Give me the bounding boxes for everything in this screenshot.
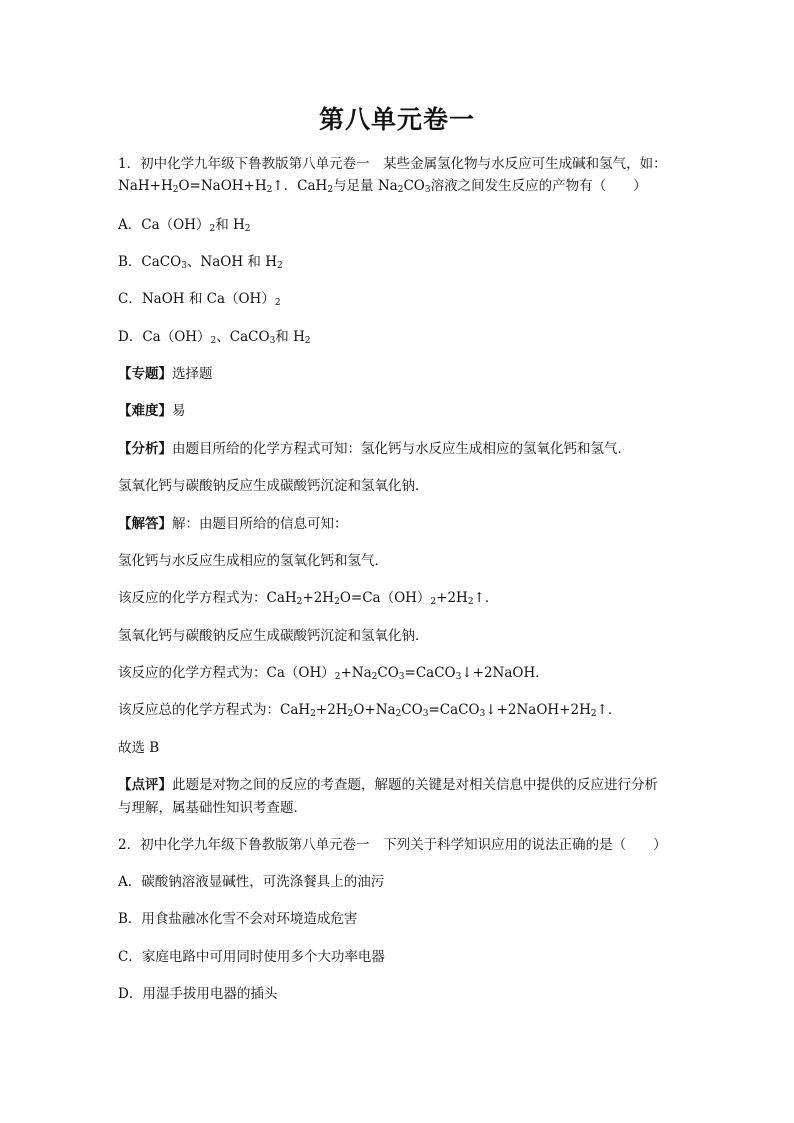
- q1-choice: 故选 B: [118, 740, 160, 756]
- answer-label: 【解答】: [118, 516, 172, 532]
- topic-value: 选择题: [172, 366, 213, 382]
- analysis-label: 【分析】: [118, 441, 172, 457]
- q1-stem-part: CO: [403, 178, 425, 194]
- subscript: 3: [424, 185, 431, 195]
- subscript: 2: [347, 709, 354, 719]
- subscript: 3: [269, 336, 276, 346]
- option-text: B．CaCO: [118, 254, 182, 270]
- q1-stem-line2: [118, 177, 688, 195]
- equation-part: ↓+2NaOH+2H: [485, 702, 591, 718]
- q1-difficulty: [118, 402, 688, 420]
- subscript: 2: [467, 597, 474, 607]
- q1-option-a: [118, 216, 688, 234]
- equation-part: =CaCO: [404, 665, 456, 681]
- q1-answer-line1: [118, 515, 688, 533]
- q1-answer-line2: 氢化钙与水反应生成相应的氢氧化钙和氢气．: [118, 553, 388, 569]
- q1-analysis-line2: 氢氧化钙与碳酸钠反应生成碳酸钙沉淀和氢氧化钠．: [118, 478, 429, 494]
- q1-option-b: [118, 253, 688, 271]
- topic-label: 【专题】: [118, 366, 172, 382]
- q2-option-d: D．用湿手拔用电器的插头: [118, 986, 278, 1002]
- subscript: 2: [296, 597, 303, 607]
- q2-option-a: A．碳酸钠溶液显碱性，可洗涤餐具上的油污: [118, 874, 385, 890]
- equation-part: O=Ca（OH）: [339, 590, 431, 606]
- q1-analysis-line1: [118, 440, 688, 458]
- subscript: 2: [430, 597, 437, 607]
- subscript: 2: [395, 709, 402, 719]
- equation-part: =CaCO: [428, 702, 480, 718]
- subscript: 2: [397, 185, 404, 195]
- q1-stem-part: 溶液之间发生反应的产物有（ ）: [430, 178, 647, 194]
- subscript: 2: [209, 224, 216, 234]
- difficulty-label: 【难度】: [118, 403, 172, 419]
- equation-part: +Na: [340, 665, 372, 681]
- q1-equation-3: [118, 701, 688, 719]
- q2-option-b: B．用食盐融冰化雪不会对环境造成危害: [118, 911, 358, 927]
- subscript: 2: [266, 185, 273, 195]
- equation-part: CO: [401, 702, 423, 718]
- analysis-text: 由题目所给的化学方程式可知：氢化钙与水反应生成相应的氢氧化钙和氢气．: [172, 441, 631, 457]
- equation-part: O+Na: [353, 702, 396, 718]
- subscript: 3: [181, 261, 187, 271]
- option-text: 和 H: [275, 329, 305, 345]
- q1-topic: [118, 365, 688, 383]
- q1-comment-line1: [118, 776, 688, 794]
- subscript: 3: [479, 709, 486, 719]
- equation-part: +2H: [436, 590, 468, 606]
- subscript: 2: [590, 709, 597, 719]
- subscript: 3: [398, 672, 405, 682]
- subscript: 2: [304, 336, 311, 346]
- q1-comment-line2: 与理解，属基础性知识考查题．: [118, 800, 307, 816]
- equation-part: ↑．: [596, 702, 622, 718]
- equation-part: 该反应的化学方程式为：Ca（OH）: [118, 665, 335, 681]
- difficulty-value: 易: [172, 403, 186, 419]
- subscript: 2: [334, 672, 341, 682]
- subscript: 2: [172, 185, 179, 195]
- q1-stem-part: ↑．CaH: [272, 178, 328, 194]
- equation-part: +2H: [302, 590, 335, 606]
- q1-stem-part: 与足量 Na: [333, 178, 398, 194]
- q1-option-c: [118, 290, 688, 308]
- subscript: 3: [422, 709, 429, 719]
- option-text: A．Ca（OH）: [118, 217, 210, 233]
- equation-part: +2H: [315, 702, 348, 718]
- equation-part: ↓+2NaOH．: [461, 665, 549, 681]
- q1-answer-line4: 氢氧化钙与碳酸钠反应生成碳酸钙沉淀和氢氧化钠．: [118, 628, 429, 644]
- subscript: 2: [334, 597, 340, 607]
- subscript: 2: [327, 185, 334, 195]
- q1-equation-1: [118, 589, 688, 607]
- comment-text: 此题是对物之间的反应的考查题，解题的关键是对相关信息中提供的反应进行分析: [172, 777, 658, 793]
- q1-stem-part: NaH+H: [118, 178, 173, 194]
- q1-equation-2: [118, 664, 688, 682]
- option-text: 和 H: [215, 217, 245, 233]
- subscript: 2: [274, 298, 281, 308]
- q2-option-c: C．家庭电路中可用同时使用多个大功率电器: [118, 949, 385, 965]
- option-text: C．NaOH 和 Ca（OH）: [118, 291, 275, 307]
- equation-part: CO: [377, 665, 399, 681]
- q1-stem-line1: 1．初中化学九年级下鲁教版第八单元卷一 某些金属氢化物与水反应可生成碱和氢气，如：: [118, 156, 667, 172]
- comment-label: 【点评】: [118, 777, 172, 793]
- q1-option-d: [118, 328, 688, 346]
- document-title: 第八单元卷一: [318, 105, 475, 134]
- subscript: 3: [455, 672, 462, 682]
- option-text: D．Ca（OH）: [118, 329, 211, 345]
- subscript: 2: [310, 709, 316, 719]
- subscript: 2: [277, 261, 283, 271]
- subscript: 2: [371, 672, 378, 682]
- equation-part: ↑．: [473, 590, 499, 606]
- subscript: 2: [210, 336, 217, 346]
- equation-part: 该反应总的化学方程式为：CaH: [118, 702, 311, 718]
- q1-stem-part: O=NaOH+H: [178, 178, 267, 194]
- subscript: 2: [244, 224, 251, 234]
- option-text: 、NaOH 和 H: [186, 254, 277, 270]
- equation-part: 该反应的化学方程式为：CaH: [118, 590, 297, 606]
- option-text: 、CaCO: [216, 329, 270, 345]
- q2-stem: 2．初中化学九年级下鲁教版第八单元卷一 下列关于科学知识应用的说法正确的是（ ）: [118, 837, 667, 853]
- answer-text: 解：由题目所给的信息可知：: [172, 516, 348, 532]
